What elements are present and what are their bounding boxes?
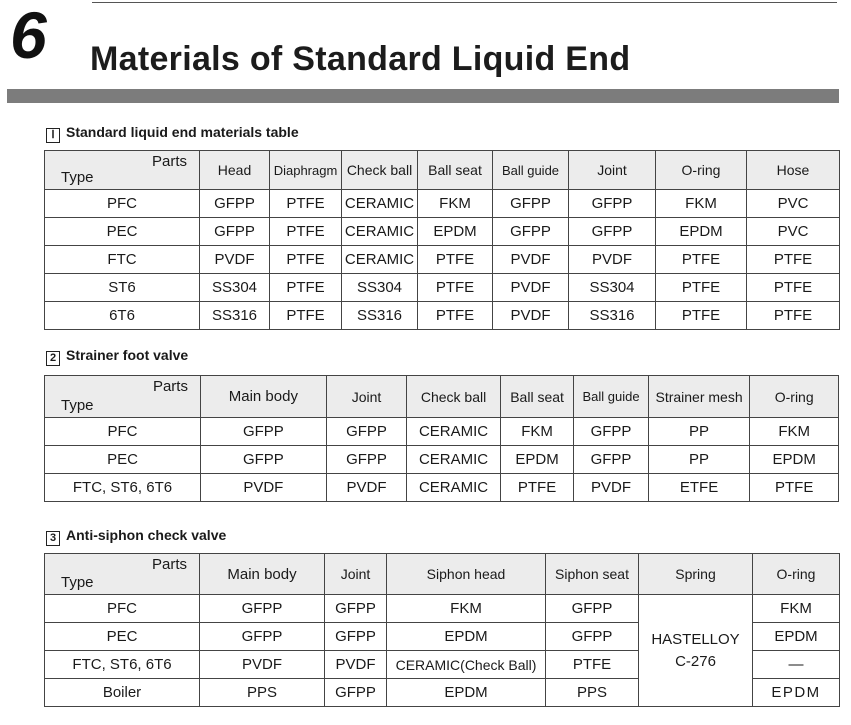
spring-line-2: C-276 [675,652,716,670]
section-3-heading [46,527,226,546]
table-row [45,274,840,302]
type-cell: ST6 [45,274,200,302]
table-cell: PTFE [656,302,747,330]
table-cell: GFPP [325,623,387,651]
column-header: O-ring [750,376,839,418]
column-header: Hose [747,151,840,190]
table-cell: PTFE [270,274,342,302]
corner-header-cell [45,151,200,190]
table-cell: PVDF [574,474,648,502]
table-cell: PTFE [270,246,342,274]
section-2-heading [46,347,188,366]
table-cell: PTFE [546,651,639,679]
anti-siphon-check-valve-table [44,553,840,707]
column-header: Joint [569,151,656,190]
corner-header-cell [45,376,201,418]
table-cell: FKM [750,418,839,446]
table-cell: GFPP [546,595,639,623]
column-header: Ball guide [493,151,569,190]
section-1-heading [46,124,299,143]
column-header: Main body [200,554,325,595]
table-cell: PTFE [270,190,342,218]
type-cell: FTC, ST6, 6T6 [45,651,200,679]
page-title: Materials of Standard Liquid End [90,40,631,78]
column-header: Head [200,151,270,190]
section-1-title: Standard liquid end materials table [66,124,299,140]
table-header-row [45,376,839,418]
table-cell: PTFE [747,302,840,330]
strainer-foot-valve-table [44,375,839,502]
table-cell: PVDF [493,246,569,274]
table-row [45,418,839,446]
table-cell: PVC [747,190,840,218]
table-cell: PTFE [656,274,747,302]
table-cell: GFPP [493,190,569,218]
table-cell: GFPP [200,623,325,651]
corner-parts-label: Parts [151,556,187,573]
type-cell: Boiler [45,679,200,707]
table-cell: SS304 [200,274,270,302]
table-cell: PVDF [326,474,407,502]
table-cell: PVDF [200,651,325,679]
table-cell: PP [648,418,750,446]
table-cell: — [753,651,840,679]
table-row [45,302,840,330]
table-cell: PTFE [747,246,840,274]
table-cell: CERAMIC [342,246,418,274]
table-row [45,246,840,274]
table-cell: GFPP [325,679,387,707]
table-row [45,218,840,246]
table-cell: PTFE [747,274,840,302]
table-cell: PVDF [493,302,569,330]
table-cell: PP [648,446,750,474]
column-header: Joint [326,376,407,418]
table-cell: FKM [500,418,573,446]
column-header: Siphon seat [546,554,639,595]
column-header: Spring [639,554,753,595]
type-cell: 6T6 [45,302,200,330]
section-3-title: Anti-siphon check valve [66,527,227,543]
table-cell: CERAMIC [342,190,418,218]
table-cell: GFPP [574,418,648,446]
table-cell: PTFE [656,246,747,274]
table-cell: GFPP [200,218,270,246]
table-cell: PVDF [200,474,326,502]
table-cell: PVDF [569,246,656,274]
table-cell: FKM [387,595,546,623]
table-cell: GFPP [569,190,656,218]
table-cell: CERAMIC [407,446,501,474]
corner-type-label: Type [61,574,94,591]
table-row [45,474,839,502]
table-cell: GFPP [326,446,407,474]
table-cell: EPDM [753,623,840,651]
table-cell: EPDM [500,446,573,474]
corner-type-label: Type [61,397,94,414]
type-cell: PFC [45,190,200,218]
section-2-number-box: 2 [46,351,60,366]
table-cell: PVDF [325,651,387,679]
corner-header-cell [45,554,200,595]
column-header: O-ring [656,151,747,190]
table-cell: PVDF [200,246,270,274]
table-cell: GFPP [326,418,407,446]
table-cell: PVC [747,218,840,246]
table-cell: GFPP [200,446,326,474]
column-header: Joint [325,554,387,595]
table-cell: GFPP [546,623,639,651]
spring-line-1: HASTELLOY [651,630,740,648]
column-header: Ball seat [500,376,573,418]
table-cell: PTFE [418,274,493,302]
table-cell: EPDM [753,679,840,707]
column-header: Ball seat [418,151,493,190]
table-cell: GFPP [200,190,270,218]
type-cell: PEC [45,623,200,651]
table-cell: EPDM [387,623,546,651]
table-cell: PPS [200,679,325,707]
column-header: Check ball [407,376,501,418]
table-cell: EPDM [387,679,546,707]
table-cell: SS316 [569,302,656,330]
corner-parts-label: Parts [152,378,188,395]
column-header: Ball guide [574,376,648,418]
table-cell: CERAMIC [407,474,501,502]
table-cell: PPS [546,679,639,707]
table-cell: SS316 [342,302,418,330]
table-cell: PTFE [750,474,839,502]
table-row [45,190,840,218]
table-cell: GFPP [200,595,325,623]
table-header-row [45,554,840,595]
section-3-number-box: 3 [46,531,60,546]
type-cell: FTC, ST6, 6T6 [45,474,201,502]
table-cell: GFPP [574,446,648,474]
standard-liquid-end-table [44,150,840,330]
column-header: Strainer mesh [648,376,750,418]
table-cell: GFPP [325,595,387,623]
table-cell: SS304 [342,274,418,302]
chapter-number: 6 [10,0,47,72]
column-header: Diaphragm [270,151,342,190]
section-1-number-box: Ⅰ [46,128,60,143]
table-cell: CERAMIC [407,418,501,446]
type-cell: PFC [45,418,201,446]
column-header: Check ball [342,151,418,190]
table-cell: CERAMIC(Check Ball) [387,651,546,679]
spring-material-cell [639,595,753,707]
table-cell: GFPP [200,418,326,446]
table-cell: SS316 [200,302,270,330]
table-cell: FKM [656,190,747,218]
corner-type-label: Type [61,169,94,186]
column-header: Main body [200,376,326,418]
table-cell: ETFE [648,474,750,502]
type-cell: PEC [45,446,201,474]
type-cell: FTC [45,246,200,274]
table-cell: PTFE [418,302,493,330]
table-cell: GFPP [569,218,656,246]
table-cell: PVDF [493,274,569,302]
section-2-title: Strainer foot valve [66,347,189,363]
type-cell: PEC [45,218,200,246]
type-cell: PFC [45,595,200,623]
table-cell: GFPP [493,218,569,246]
title-underline-bar [7,89,839,103]
table-cell: CERAMIC [342,218,418,246]
table-cell: EPDM [418,218,493,246]
table-cell: FKM [753,595,840,623]
table-cell: PTFE [418,246,493,274]
table-cell: PTFE [270,302,342,330]
column-header: O-ring [753,554,840,595]
table-row [45,595,840,623]
table-cell: EPDM [750,446,839,474]
top-rule [92,2,837,3]
table-cell: FKM [418,190,493,218]
table-cell: PTFE [500,474,573,502]
corner-parts-label: Parts [151,153,187,170]
table-cell: SS304 [569,274,656,302]
column-header: Siphon head [387,554,546,595]
table-cell: EPDM [656,218,747,246]
table-cell: PTFE [270,218,342,246]
table-header-row [45,151,840,190]
table-row [45,446,839,474]
